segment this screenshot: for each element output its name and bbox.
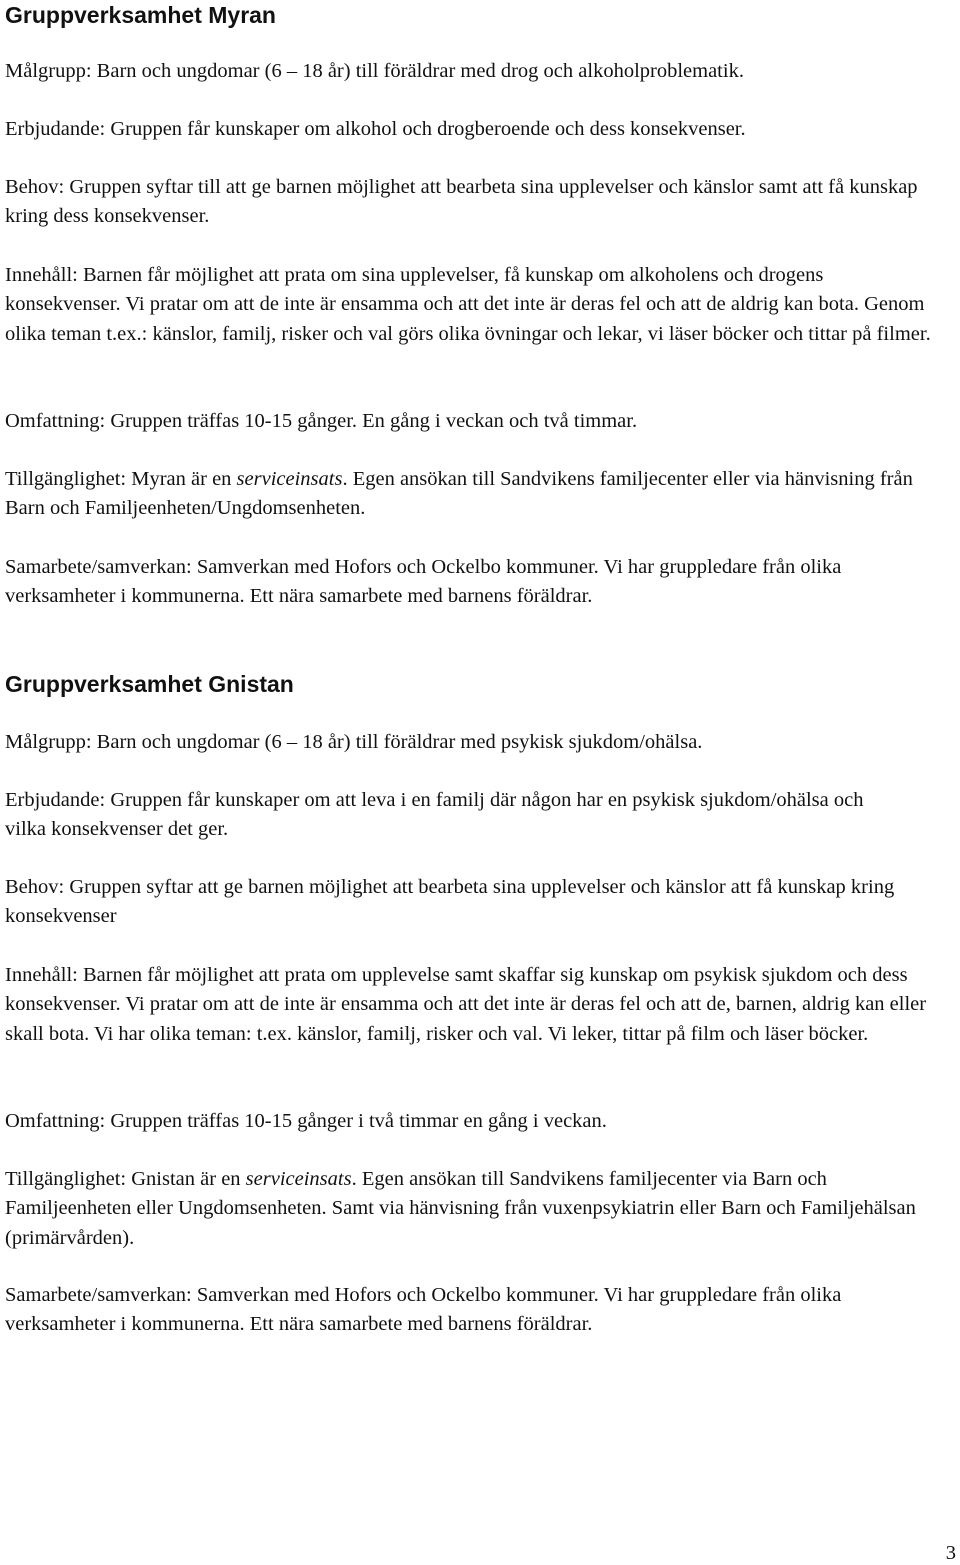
gnistan-innehall: Innehåll: Barnen får möjlighet att prata om upplevelse samt skaffar sig kunskap om psykisk sjukdom och dess konsekvenser. Vi pratar om att de inte är ensamma och att det inte är deras fel och att de, barnen, aldrig kan eller skall bota. Vi har olika teman: t.ex. känslor, familj, risker och val. Vi leker, tittar på film och läser böcker. (5, 964, 927, 1045)
myran-serviceinsats: serviceinsats (236, 468, 343, 490)
gnistan-serviceinsats: serviceinsats (245, 1168, 352, 1190)
page-number: 3 (945, 1542, 956, 1564)
myran-malgrupp: Målgrupp: Barn och ungdomar (6 – 18 år) till föräldrar med drog och alkoholproblematik. (5, 60, 744, 82)
section-title-myran: Gruppverksamhet Myran (5, 2, 276, 28)
gnistan-behov: Behov: Gruppen syftar att ge barnen möjlighet att bearbeta sina upplevelser och känslor att få kunskap kring konsekvenser (5, 876, 895, 928)
myran-tillganglighet: Tillgänglighet: Myran är en serviceinsats. Egen ansökan till Sandvikens familjecenter eller via hänvisning från Barn och Familjeenheten/Ungdomsenheten. (5, 468, 913, 520)
myran-erbjudande: Erbjudande: Gruppen får kunskaper om alkohol och drogberoende och dess konsekvenser. (5, 118, 746, 140)
gnistan-tillganglighet: Tillgänglighet: Gnistan är en serviceinsats. Egen ansökan till Sandvikens familjecenter via Barn och Familjeenheten eller Ungdomsenheten. Samt via hänvisning från vuxenpsykiatrin eller Barn och Familjehälsan (primärvården). (5, 1168, 916, 1249)
gnistan-malgrupp: Målgrupp: Barn och ungdomar (6 – 18 år) till föräldrar med psykisk sjukdom/ohälsa. (5, 731, 703, 753)
myran-innehall: Innehåll: Barnen får möjlighet att prata om sina upplevelser, få kunskap om alkoholens och drogens konsekvenser. Vi pratar om att de inte är ensamma och att det inte är deras fel och att de aldrig kan bota. Genom olika teman t.ex.: känslor, familj, risker och val görs olika övningar och lekar, vi läser böcker och tittar på filmer. (5, 264, 931, 345)
myran-omfattning: Omfattning: Gruppen träffas 10-15 gånger. En gång i veckan och två timmar. (5, 410, 638, 432)
myran-samarbete: Samarbete/samverkan: Samverkan med Hofors och Ockelbo kommuner. Vi har gruppledare från olika verksamheter i kommunerna. Ett nära samarbete med barnens föräldrar. (5, 556, 842, 608)
gnistan-samarbete: Samarbete/samverkan: Samverkan med Hofors och Ockelbo kommuner. Vi har gruppledare från olika verksamheter i kommunerna. Ett nära samarbete med barnens föräldrar. (5, 1284, 842, 1336)
section-title-gnistan: Gruppverksamhet Gnistan (5, 671, 294, 697)
gnistan-erbjudande: Erbjudande: Gruppen får kunskaper om att leva i en familj där någon har en psykisk sjukdom/ohälsa och vilka konsekvenser det ger. (5, 789, 864, 841)
gnistan-omfattning: Omfattning: Gruppen träffas 10-15 gånger i två timmar en gång i veckan. (5, 1110, 607, 1132)
myran-behov: Behov: Gruppen syftar till att ge barnen möjlighet att bearbeta sina upplevelser och känslor samt att få kunskap kring dess konsekvenser. (5, 176, 918, 228)
